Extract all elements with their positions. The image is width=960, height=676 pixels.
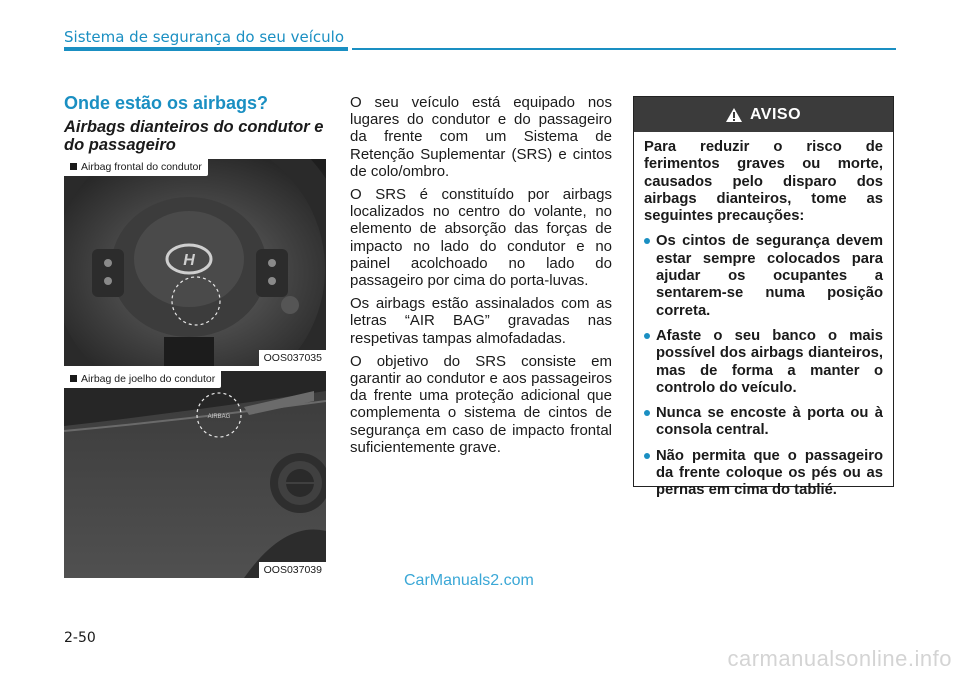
header-rule-thick: [64, 47, 348, 51]
warning-list: [644, 233, 883, 499]
figure-label: Airbag de joelho do condutor: [64, 371, 221, 388]
warning-item: Os cintos de segurança devem estar sempre colocados para ajudar os ocupantes a sentarem-se numa posição correta.: [644, 233, 883, 319]
bullet-dot-icon: [644, 410, 650, 416]
figure-code: OOS037035: [259, 350, 326, 366]
bullet-dot-icon: [644, 238, 650, 244]
header-rule-thin: [352, 48, 896, 50]
page-number: 2-50: [64, 630, 96, 646]
warning-item: Não permita que o passageiro da frente coloque os pés ou as pernas em cima do tablié.: [644, 448, 883, 500]
bullet-dot-icon: [644, 333, 650, 339]
figure-code: OOS037039: [259, 562, 326, 578]
body-text: [350, 94, 612, 462]
svg-text:AIRBAG: AIRBAG: [207, 414, 231, 420]
square-bullet-icon: [70, 163, 77, 170]
warning-body: [634, 132, 893, 500]
bullet-dot-icon: [644, 453, 650, 459]
square-bullet-icon: [70, 375, 77, 382]
paragraph: O seu veículo está equipado nos lugares do condutor e do passageiro da frente com um Sistema de Retenção Suplementar (SRS) e cintos de colo/ombro.: [350, 94, 612, 180]
page-title: Onde estão os airbags?: [64, 93, 269, 113]
paragraph: O SRS é constituído por airbags localizados no centro do volante, no elemento de absorção das forças de impacto no lado do condutor e no painel acolchoado no lado do passageiro por cima do porta-luvas.: [350, 186, 612, 290]
warning-item: Nunca se encoste à porta ou à consola central.: [644, 405, 883, 440]
figure-driver-airbag: [64, 159, 326, 366]
warning-header: [634, 97, 893, 132]
figure-label: Airbag frontal do condutor: [64, 159, 208, 176]
figure-knee-airbag: [64, 371, 326, 578]
page-subtitle: Airbags dianteiros do condutor e do passageiro: [64, 118, 324, 154]
warning-triangle-icon: [726, 108, 742, 122]
section-header: Sistema de segurança do seu veículo: [64, 28, 345, 46]
warning-heading: AVISO: [749, 105, 802, 123]
steering-wheel-photo: [64, 159, 326, 366]
warning-box: [633, 96, 894, 499]
knee-airbag-photo: [64, 371, 326, 578]
watermark-link[interactable]: CarManuals2.com: [404, 572, 534, 589]
warning-item: Afaste o seu banco o mais possível dos airbags dianteiros, mas de forma a manter o controlo do veículo.: [644, 328, 883, 397]
paragraph: Os airbags estão assinalados com as letras “AIR BAG” gravadas nas respetivas tampas almofadadas.: [350, 295, 612, 347]
paragraph: O objetivo do SRS consiste em garantir ao condutor e aos passageiros da frente uma proteção adicional que complementa o sistema de cintos de segurança em caso de impacto frontal suficientemente grave.: [350, 352, 612, 456]
svg-text:H: H: [183, 252, 195, 269]
warning-intro: Para reduzir o risco de ferimentos graves ou morte, causados pelo disparo dos airbags dianteiros, tome as seguintes precauções:: [644, 139, 883, 225]
footer-site-watermark: carmanualsonline.info: [727, 646, 952, 671]
